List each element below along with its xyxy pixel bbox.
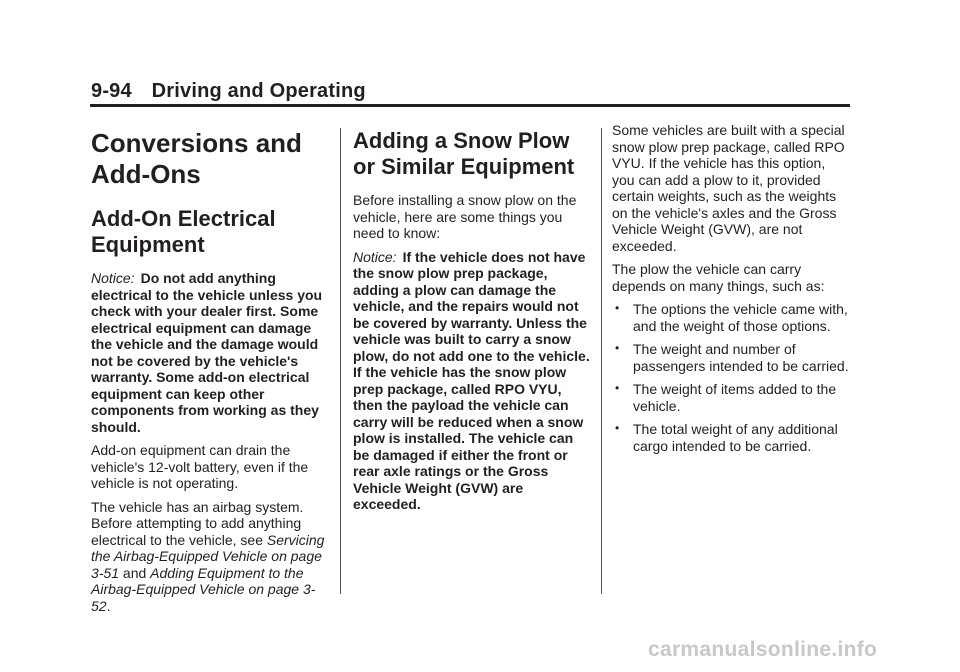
column-2 <box>353 122 591 520</box>
notice-text: If the vehicle does not have the snow plow prep package, adding a plow can damage the vehicle, and the repairs would not be covered by warranty. Unless the vehicle was built to carry a snow plow, do not add one to the vehicle. If the vehicle has the snow plow prep package, called RPO VYU, then the payload the vehicle can carry will be reduced when a snow plow is installed. The vehicle can be damaged if either the front or rear axle ratings or the Gross Vehicle Weight (GVW) are exceeded. <box>353 248 590 512</box>
column-3 <box>612 122 850 461</box>
watermark: carmanualsonline.info <box>648 638 878 661</box>
battery-paragraph: Add-on equipment can drain the vehicle's 12-volt battery, even if the vehicle is not operating. <box>91 442 309 491</box>
plow-depends-paragraph: The plow the vehicle can carry depends on many things, such as: <box>612 261 825 294</box>
airbag-text: The vehicle has an airbag system. Before attempting to add anything electrical to the vehicle, see <box>91 498 304 548</box>
list-item: • The options the vehicle came with, and the weight of those options. <box>615 301 848 334</box>
page-header <box>91 80 366 103</box>
list-item: • The weight of items added to the vehicle. <box>615 381 837 414</box>
bullet-icon: • <box>615 381 620 395</box>
airbag-ref-2[interactable]: Adding Equipment to the Airbag-Equipped Vehicle on page 3-52 <box>91 564 316 614</box>
list-item: • The total weight of any additional cargo intended to be carried. <box>615 421 838 454</box>
page-number: 9-94 <box>91 80 132 102</box>
list-item: • The weight and number of passengers intended to be carried. <box>615 341 849 374</box>
bullet-icon: • <box>615 421 620 435</box>
bullet-icon: • <box>615 341 620 355</box>
bullet-icon: • <box>615 301 620 315</box>
notice-label: Notice: <box>353 248 397 265</box>
period: . <box>106 597 111 614</box>
notice-text: Do not add anything electrical to the vehicle unless you check with your dealer first. Some electrical equipment can damage the vehicle and the damage would not be covered by the vehicle's warranty. Some add-on electrical equipment can keep other components from working as they should. <box>91 270 323 435</box>
column-1 <box>91 122 329 621</box>
airbag-paragraph <box>91 499 329 615</box>
column-divider-2 <box>601 128 602 594</box>
electrical-notice <box>91 270 329 435</box>
snow-plow-notice <box>353 249 591 513</box>
column-divider-1 <box>340 128 341 594</box>
notice-label: Notice: <box>91 270 135 286</box>
conversions-heading: Conversions and Add-Ons <box>91 128 302 189</box>
snow-plow-heading: Adding a Snow Plow or Similar Equipment <box>353 128 575 179</box>
section-title: Driving and Operating <box>151 80 366 102</box>
snow-plow-intro: Before installing a snow plow on the vehicle, here are some things you need to know: <box>353 192 577 241</box>
factors-list <box>612 301 850 454</box>
prep-package-paragraph: Some vehicles are built with a special snow plow prep package, called RPO VYU. If the vehicle has this option, you can add a plow to it, provided certain weights, such as the weights on the vehicle's axles and the Gross Vehicle Weight (GVW), are not exceeded. <box>612 122 845 254</box>
header-rule <box>90 104 850 107</box>
electrical-heading: Add-On Electrical Equipment <box>91 206 276 257</box>
and-text: and <box>122 564 147 581</box>
airbag-ref-1[interactable]: Servicing the Airbag-Equipped Vehicle on page 3-51 <box>91 531 325 581</box>
